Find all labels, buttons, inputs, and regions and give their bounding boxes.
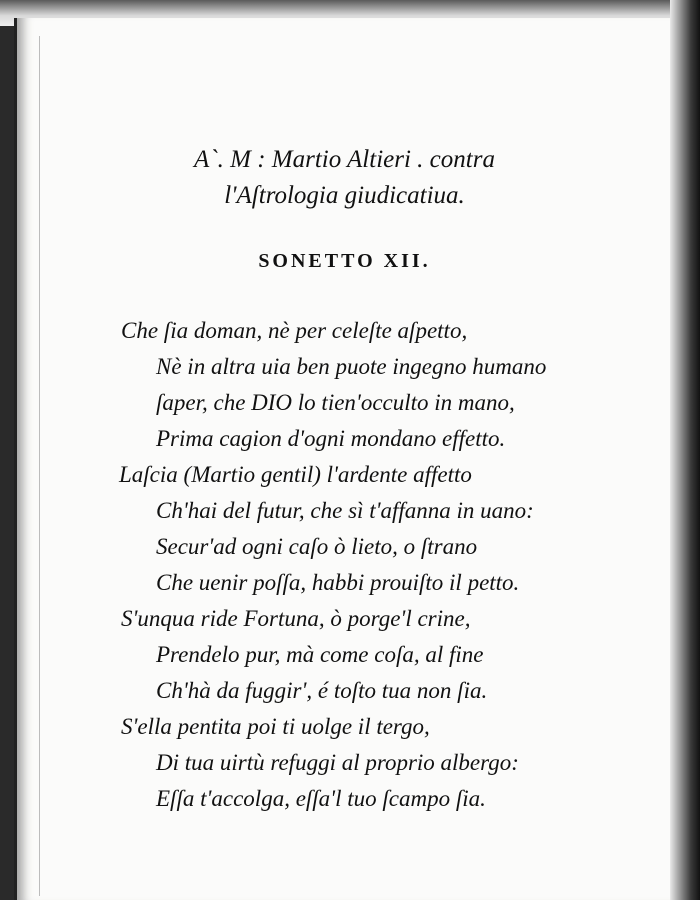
verse-line: Nè in altra uia ben puote ingegno humano: [156, 354, 547, 379]
verse-line: Che ſia doman, nè per celeſte aſpetto,: [121, 318, 468, 343]
dedication-heading-line-1: A`. M : Martio Altieri . contra: [194, 146, 495, 173]
verse-line: Ch'hà da fuggir', é toſto tua non ſia.: [156, 678, 488, 703]
page-curl-shadow: [670, 0, 700, 900]
verse-line: Prima cagion d'ogni mondano effetto.: [156, 426, 506, 451]
verse-line: Che uenir poſſa, habbi prouiſto il petto.: [156, 570, 520, 595]
book-page: [14, 18, 672, 900]
sonnet-title: SONETTO XII.: [258, 250, 431, 272]
verse-line: Secur'ad ogni caſo ò lieto, o ſtrano: [156, 534, 478, 559]
verse-line: Ch'hai del futur, che sì t'affanna in uano:: [156, 498, 534, 523]
verse-line: Di tua uirtù refuggi al proprio albergo:: [156, 750, 519, 775]
verse-line: Eſſa t'accolga, eſſa'l tuo ſcampo ſia.: [156, 786, 486, 811]
dedication-heading-line-2: l'Aſtrologia giudicatiua.: [224, 182, 465, 209]
verse-line: S'unqua ride Fortuna, ò porge'l crine,: [121, 606, 471, 631]
verse-line: Laſcia (Martio gentil) l'ardente affetto: [119, 462, 472, 487]
verse-line: ſaper, che DIO lo tien'occulto in mano,: [156, 390, 515, 415]
verse-line: S'ella pentita poi ti uolge il tergo,: [121, 714, 430, 739]
verse-line: Prendelo pur, mà come coſa, al fine: [156, 642, 484, 667]
